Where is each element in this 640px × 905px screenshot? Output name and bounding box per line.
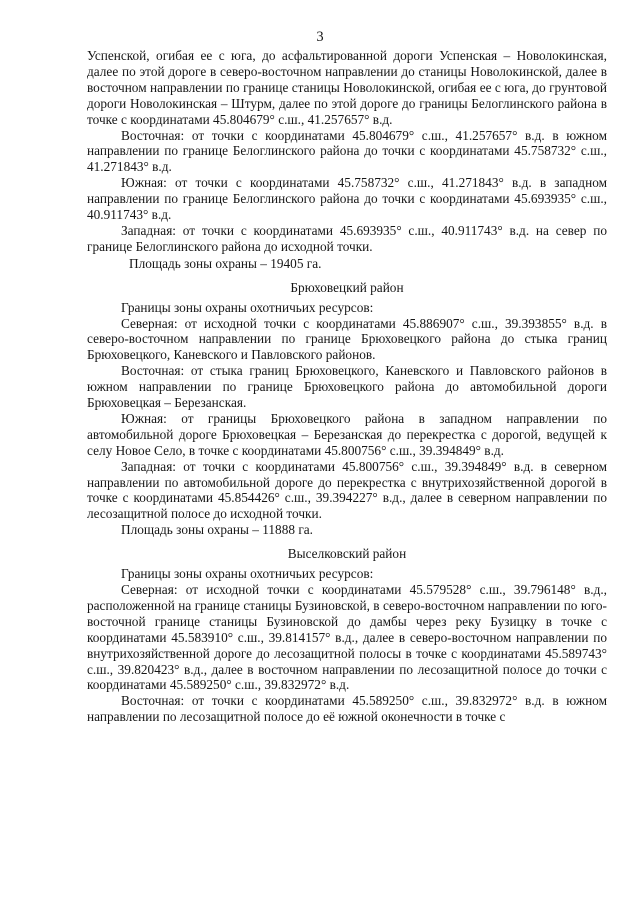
page-number: 3: [316, 29, 324, 45]
paragraph: Западная: от точки с координатами 45.800756° с.ш., 39.394849° в.д. в северном направлении по автомобильной дороге до перекрестка с внутрихозяйственной дорогой в точке с координатами 45.854426° с.ш., 39.394227° в.д., далее в северном направлении по лесозащитной полосе до исходной точки.: [87, 458, 607, 522]
paragraph: Западная: от точки с координатами 45.693935° с.ш., 40.911743° в.д. на север по границе Белоглинского района до исходной точки.: [87, 222, 607, 254]
paragraph: Границы зоны охраны охотничьих ресурсов:: [121, 566, 374, 582]
paragraph: Северная: от исходной точки с координатами 45.579528° с.ш., 39.796148° в.д., расположенной на границе станицы Бузиновской, в северо-восточном направлении по юго-восточной границе станицы Бузиновской до дамбы через реку Бузицку в точке с координатами 45.583910° с.ш., 39.814157° в.д., далее в северо-восточном направлении по внутрихозяйственной дороге до лесозащитной полосы в точке с координатами 45.589743° с.ш., 39.820423° в.д., далее в восточном направлении по лесозащитной полосе до точки с координатами 45.589250° с.ш., 39.832972° в.д.: [87, 582, 607, 693]
paragraph: Южная: от точки с координатами 45.758732° с.ш., 41.271843° в.д. в западном направлении по границе Белоглинского района до точки с координатами 45.693935° с.ш., 40.911743° в.д.: [87, 175, 607, 223]
paragraph: Восточная: от стыка границ Брюховецкого, Каневского и Павловского районов в южном направлении по границе Брюховецкого района до автомобильной дороги Брюховецкая – Березанская.: [87, 363, 607, 411]
paragraph: Границы зоны охраны охотничьих ресурсов:: [121, 299, 374, 315]
section-heading: Брюховецкий район: [290, 279, 404, 295]
paragraph: Площадь зоны охраны – 19405 га.: [129, 255, 322, 271]
document-body: [87, 48, 607, 725]
paragraph: Северная: от исходной точки с координатами 45.886907° с.ш., 39.393855° в.д. в северо-восточном направлении по границе Брюховецкого района до стыка границ Брюховецкого, Каневского и Павловского районов.: [87, 315, 607, 363]
section-heading: Выселковский район: [287, 546, 407, 562]
paragraph: Площадь зоны охраны – 11888 га.: [121, 522, 313, 538]
paragraph: Южная: от границы Брюховецкого района в западном направлении по автомобильной дороге Брюховецкая – Березанская до перекрестка с дорогой, ведущей к селу Новое Село, в точке с координатами 45.800756° с.ш., 39.394849° в.д.: [87, 410, 607, 458]
paragraph: Успенской, огибая ее с юга, до асфальтированной дороги Успенская – Новолокинская, далее по этой дороге в северо-восточном направлении до станицы Новолокинской, далее в восточном направлении по границе станицы Новолокинской, огибая ее с юга, до грунтовой дороги Новолокинская – Штурм, далее по этой дороге до границы Белоглинского района в точке с координатами 45.804679° с.ш., 41.257657° в.д.: [87, 48, 607, 127]
paragraph: Восточная: от точки с координатами 45.589250° с.ш., 39.832972° в.д. в южном направлении по лесозащитной полосе до её южной оконечности в точке с: [87, 693, 607, 725]
paragraph: Восточная: от точки с координатами 45.804679° с.ш., 41.257657° в.д. в южном направлении по границе Белоглинского района до точки с координатами 45.758732° с.ш., 41.271843° в.д.: [87, 127, 607, 175]
